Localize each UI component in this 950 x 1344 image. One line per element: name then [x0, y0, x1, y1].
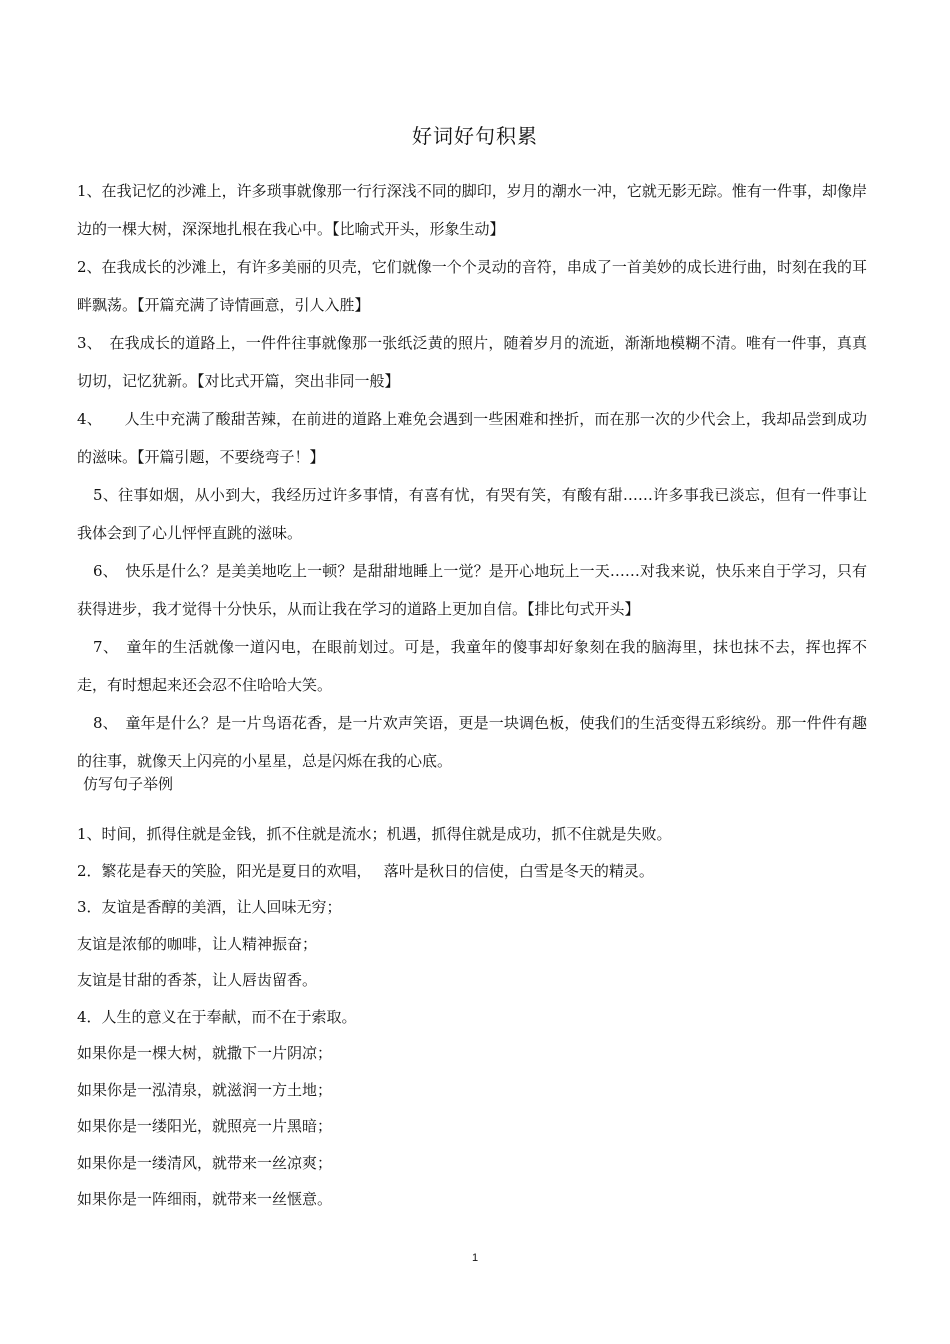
example-line-10: 如果你是一缕清风，就带来一丝凉爽；: [77, 1153, 333, 1172]
examples-section: [77, 816, 867, 1218]
example-line-3: 3．友谊是香醇的美酒，让人回味无穷；: [77, 898, 342, 916]
example-line-7: 如果你是一棵大树，就撒下一片阴凉；: [77, 1044, 333, 1062]
opening-paragraph-3: 3、 在我成长的道路上，一件件往事就像那一张纸泛黄的照片，随着岁月的流逝，渐渐地模糊不清。唯有一件事，真真切切，记忆犹新。【对比式开篇，突出非同一般】: [77, 334, 867, 390]
example-line-9: 如果你是一缕阳光，就照亮一片黑暗；: [77, 1117, 333, 1135]
opening-paragraph-1: 1、在我记忆的沙滩上，许多琐事就像那一行行深浅不同的脚印，岁月的潮水一冲，它就无影无踪。惟有一件事，却像岸边的一棵大树，深深地扎根在我心中。【比喻式开头，形象生动】: [77, 182, 867, 238]
opening-paragraph-4: 4、 人生中充满了酸甜苦辣，在前进的道路上难免会遇到一些困难和挫折，而在那一次的少代会上，我却品尝到成功的滋味。【开篇引题，不要绕弯子！】: [77, 410, 867, 466]
example-line-6: 4．人生的意义在于奉献，而不在于索取。: [77, 1007, 357, 1026]
examples-subheading: 仿写句子举例: [83, 775, 174, 793]
example-line-11: 如果你是一阵细雨，就带来一丝惬意。: [77, 1190, 333, 1208]
example-line-4: 友谊是浓郁的咖啡，让人精神振奋；: [77, 934, 318, 953]
example-line-8: 如果你是一泓清泉，就滋润一方土地；: [77, 1080, 333, 1099]
example-line-1: 1、时间，抓得住就是金钱，抓不住就是流水；机遇，抓得住就是成功，抓不住就是失败。: [77, 825, 672, 843]
example-line-5: 友谊是甘甜的香茶，让人唇齿留香。: [77, 971, 318, 989]
example-line-2: 2．繁花是春天的笑脸，阳光是夏日的欢唱， 落叶是秋日的信使，白雪是冬天的精灵。: [77, 861, 654, 880]
page-number: 1: [471, 1252, 479, 1264]
opening-paragraph-8: 8、 童年是什么？是一片鸟语花香，是一片欢声笑语，更是一块调色板，使我们的生活变得五彩缤纷。那一件件有趣的往事，就像天上闪亮的小星星，总是闪烁在我的心底。: [77, 714, 867, 770]
opening-paragraph-2: 2、在我成长的沙滩上，有许多美丽的贝壳，它们就像一个个灵动的音符，串成了一首美妙的成长进行曲，时刻在我的耳畔飘荡。【开篇充满了诗情画意，引人入胜】: [77, 258, 867, 314]
opening-paragraph-7: 7、 童年的生活就像一道闪电，在眼前划过。可是，我童年的傻事却好象刻在我的脑海里，抹也抹不去，挥也挥不走，有时想起来还会忍不住哈哈大笑。: [77, 638, 867, 694]
document-title: 好词好句积累: [412, 124, 538, 148]
openings-section: [77, 172, 867, 780]
opening-paragraph-5: 5、往事如烟，从小到大，我经历过许多事情，有喜有忧，有哭有笑，有酸有甜……许多事我已淡忘，但有一件事让我体会到了心儿怦怦直跳的滋味。: [77, 486, 867, 542]
opening-paragraph-6: 6、 快乐是什么？是美美地吃上一顿？是甜甜地睡上一觉？是开心地玩上一天……对我来说，快乐来自于学习，只有获得进步，我才觉得十分快乐，从而让我在学习的道路上更加自信。【排比句式开头】: [77, 562, 867, 618]
